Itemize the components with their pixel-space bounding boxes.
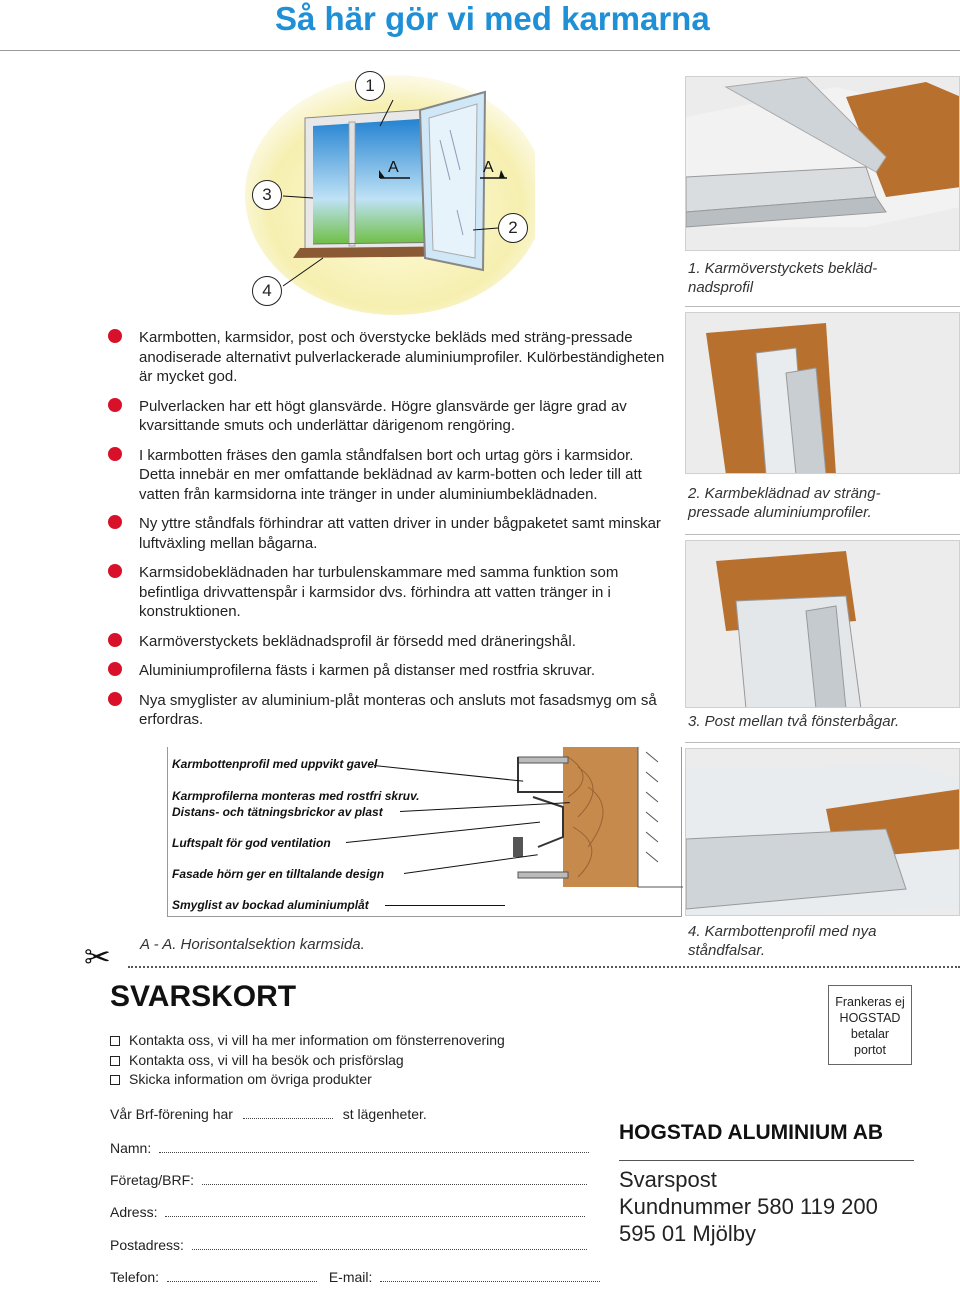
caption-1b: nadsprofil: [688, 279, 754, 296]
profile-photo-4: [685, 748, 960, 916]
marker-2: 2: [498, 213, 528, 243]
leader-line: [385, 905, 505, 906]
section-caption: A - A. Horisontalsektion karmsida.: [140, 936, 365, 953]
divider: [685, 306, 960, 307]
bullet-icon: [108, 329, 122, 343]
phone-field[interactable]: Telefon: E-mail:: [110, 1269, 600, 1285]
marker-1: 1: [355, 71, 385, 101]
caption-4b: ståndfalsar.: [688, 942, 765, 959]
list-item: Pulverlacken har ett högt glansvärde. Högre glansvärde ger lägre grad av kvarsittande smuts och underlättar därigenom rengöring.: [108, 397, 668, 436]
section-mark-right: A: [483, 159, 494, 176]
feature-list: [108, 328, 668, 740]
marker-4: 4: [252, 276, 282, 306]
profile-photo-2: [685, 312, 960, 474]
phone-input[interactable]: [167, 1270, 317, 1282]
section-mark-left: A: [388, 159, 399, 176]
postal-input[interactable]: [192, 1238, 587, 1250]
option-row[interactable]: Kontakta oss, vi vill ha besök och prisförslag: [110, 1051, 505, 1071]
section-label: Fasade hörn ger en tilltalande design: [172, 867, 385, 881]
section-label: Distans- och tätningsbrickor av plast: [172, 805, 383, 819]
company-field[interactable]: Företag/BRF:: [110, 1172, 587, 1188]
bullet-icon: [108, 515, 122, 529]
brf-count-input[interactable]: [243, 1107, 333, 1119]
caption-4a: 4. Karmbottenprofil med nya: [688, 923, 877, 940]
recipient-company: HOGSTAD ALUMINIUM AB: [619, 1121, 884, 1144]
page-title: Så här gör vi med karmarna: [275, 0, 710, 37]
list-item: Nya smyglister av aluminium-plåt monteras och ansluts mot fasadsmyg om så erfordras.: [108, 691, 668, 730]
section-diagram: [167, 747, 682, 917]
window-illustration: [245, 70, 535, 315]
recipient-address: Svarspost Kundnummer 580 119 200 595 01 Mjölby: [619, 1167, 878, 1246]
bullet-icon: [108, 692, 122, 706]
postal-field[interactable]: Postadress:: [110, 1237, 587, 1253]
bullet-icon: [108, 633, 122, 647]
list-item: Karmbotten, karmsidor, post och överstycke bekläds med sträng-pressade anodiserade alternativt pulverlackerade aluminiumprofiler. Kulörbeständigheten är mycket god.: [108, 328, 668, 387]
divider: [685, 534, 960, 535]
email-input[interactable]: [380, 1270, 600, 1282]
caption-2a: 2. Karmbeklädnad av sträng-: [688, 485, 881, 502]
list-item: Ny yttre ståndfals förhindrar att vatten driver in under bågpaketet samt minskar luftväxling mellan bågarna.: [108, 514, 668, 553]
list-item: I karmbotten fräses den gamla ståndfalsen bort och urtag görs i karmsidor. Detta innebär en mer omfattande beklädnad av karm-botten och leder till att vatten från karmsidorna inte tränger in under aluminiumbeklädnaden.: [108, 446, 668, 505]
cut-line: [128, 966, 960, 968]
title-divider: [0, 50, 960, 51]
reply-options: [110, 1031, 505, 1090]
name-input[interactable]: [159, 1141, 589, 1153]
option-row[interactable]: Kontakta oss, vi vill ha mer information om fönsterrenovering: [110, 1031, 505, 1051]
company-input[interactable]: [202, 1173, 587, 1185]
marker-3: 3: [252, 180, 282, 210]
caption-3: 3. Post mellan två fönsterbågar.: [688, 713, 900, 730]
bullet-icon: [108, 564, 122, 578]
checkbox[interactable]: [110, 1056, 120, 1066]
section-label: Karmprofilerna monteras med rostfri skruv.: [172, 789, 420, 803]
bullet-icon: [108, 662, 122, 676]
option-row[interactable]: Skicka information om övriga produkter: [110, 1070, 505, 1090]
list-item: Aluminiumprofilerna fästs i karmen på distanser med rostfria skruvar.: [108, 661, 668, 681]
list-item: Karmöverstyckets beklädnadsprofil är försedd med dräneringshål.: [108, 632, 668, 652]
section-label: Luftspalt för god ventilation: [172, 836, 331, 850]
scissors-icon: ✂: [84, 939, 111, 975]
section-label: Smyglist av bockad aluminiumplåt: [172, 898, 369, 912]
section-label: Karmbottenprofil med uppvikt gavel: [172, 757, 378, 771]
divider: [685, 742, 960, 743]
reply-card-heading: SVARSKORT: [110, 980, 297, 1013]
brf-field[interactable]: Vår Brf-förening har st lägenheter.: [110, 1106, 427, 1122]
address-field[interactable]: Adress:: [110, 1204, 585, 1220]
profile-photo-3: [685, 540, 960, 708]
caption-2b: pressade aluminiumprofiler.: [688, 504, 872, 521]
profile-photo-1: [685, 76, 960, 251]
divider: [619, 1160, 914, 1161]
caption-1a: 1. Karmöverstyckets bekläd-: [688, 260, 878, 277]
checkbox[interactable]: [110, 1036, 120, 1046]
bullet-icon: [108, 447, 122, 461]
bullet-icon: [108, 398, 122, 412]
postage-box: Frankeras ej HOGSTAD betalar portot: [828, 985, 912, 1065]
name-field[interactable]: Namn:: [110, 1140, 589, 1156]
checkbox[interactable]: [110, 1075, 120, 1085]
list-item: Karmsidobeklädnaden har turbulenskammare med samma funktion som befintliga drivvattenspår i karmsidor dvs. förhindra att vatten tränger in i konstruktionen.: [108, 563, 668, 622]
address-input[interactable]: [165, 1205, 585, 1217]
